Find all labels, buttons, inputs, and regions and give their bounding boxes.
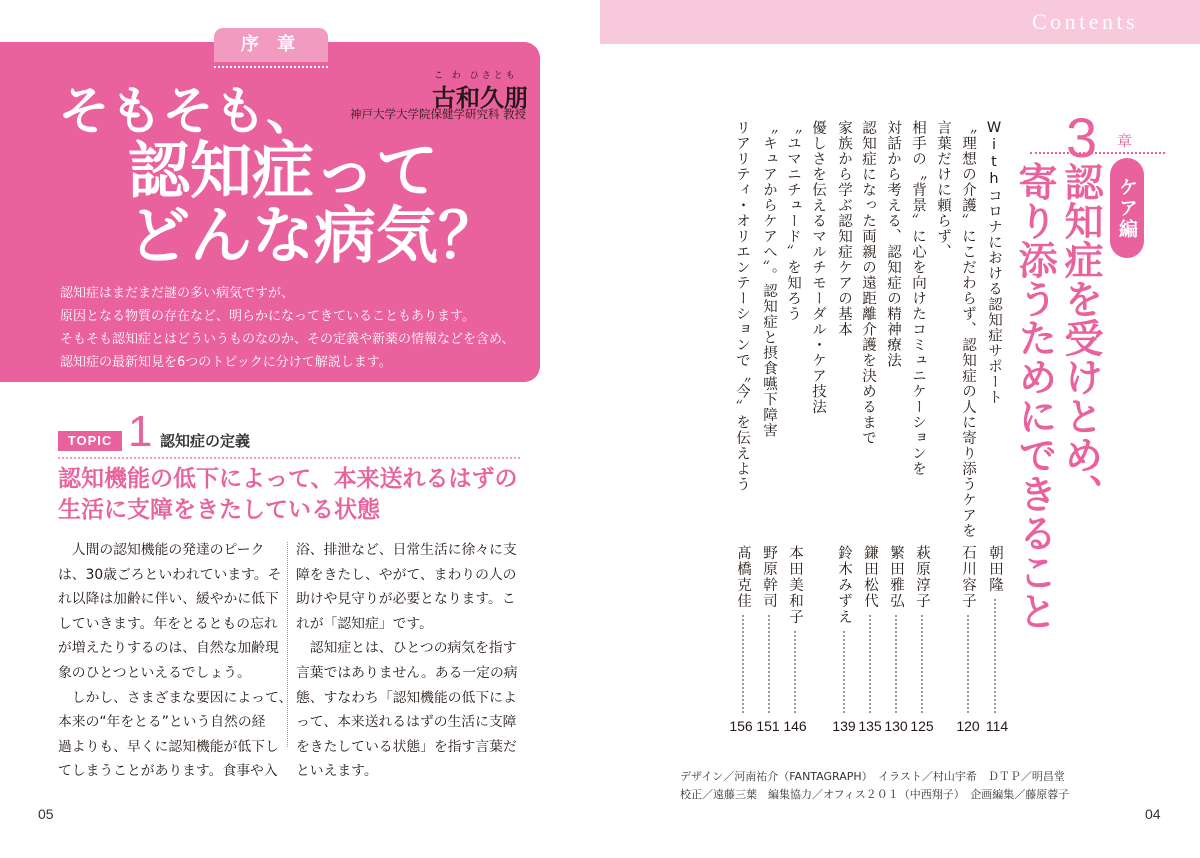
toc-entry-author bbox=[786, 545, 804, 713]
author-affiliation: 神戸大学大学院保健学研究科 教授 bbox=[350, 107, 527, 121]
body-line: といえます。 bbox=[296, 763, 378, 780]
toc-page-number: 146 bbox=[783, 718, 807, 734]
page-number-left: 05 bbox=[38, 806, 54, 822]
body-line: 人間の認知機能の発達のピーク bbox=[58, 542, 265, 558]
body-line: てしまうことがあります。食事や入 bbox=[58, 763, 278, 780]
intro-line: 認知症の最新知見を6つのトピックに分けて解説します。 bbox=[60, 355, 392, 370]
body-column-1 bbox=[58, 538, 293, 784]
chapter-intro-text bbox=[60, 282, 530, 374]
body-line: 認知症とは、ひとつの病気を指す bbox=[296, 640, 517, 657]
toc-entry-title: 認知症になった両親の遠距離介護を決めるまで bbox=[860, 120, 876, 446]
dot-leader bbox=[768, 615, 770, 713]
body-line: していきます。年をとるともの忘れ bbox=[58, 615, 278, 632]
chapter-divider bbox=[1030, 152, 1165, 154]
toc-entry-author bbox=[734, 545, 752, 713]
toc-entry-title: 家族から学ぶ認知症ケアの基本 bbox=[836, 120, 852, 337]
author-name: 髙橋克佳 bbox=[735, 545, 751, 609]
page-number-right: 04 bbox=[1145, 806, 1161, 822]
toc-entry-title: Withコロナにおける認知症サポート bbox=[986, 120, 1002, 405]
body-line: 象のひとつといえるでしょう。 bbox=[58, 664, 251, 681]
author-name: 石川容子 bbox=[960, 545, 976, 609]
toc-entry-title: リアリティ・オリエンテーションで〝今〟を伝えよう bbox=[734, 120, 750, 492]
toc-entry-title: 〝キュアからケアへ〟。認知症と摂食嚥下障害 bbox=[761, 120, 777, 439]
dot-leader bbox=[869, 615, 871, 713]
topic-divider bbox=[58, 457, 520, 459]
toc-entry-title: 〝理想の介護〟にこだわらず、認知症の人に寄り添うケアを bbox=[960, 120, 976, 539]
chapter-title-line-2: 認知症って bbox=[128, 134, 439, 207]
toc-page-number: 151 bbox=[756, 718, 780, 734]
body-line: が増えたりするのは、自然な加齢現 bbox=[58, 640, 279, 657]
chapter-title-line-1: そもそも、 bbox=[58, 82, 319, 142]
section-badge: ケア編 bbox=[1110, 158, 1144, 258]
toc-entry-author bbox=[913, 545, 931, 713]
toc-entry-author bbox=[986, 545, 1004, 713]
toc-entry-author bbox=[835, 545, 853, 713]
intro-line: 原因となる物質の存在など、明らかになってきていることもあります。 bbox=[60, 309, 475, 324]
body-line: 過よりも、早くに認知機能が低下し bbox=[58, 738, 279, 755]
body-line: は、30歳ごろといわれています。そ bbox=[58, 566, 282, 583]
author-furigana: こ わ ひさとも bbox=[434, 71, 518, 81]
chapter-heading-line-1: 認知症を受けとめ、 bbox=[1058, 162, 1103, 513]
dot-leader bbox=[742, 615, 744, 713]
toc-entry-title: 優しさを伝えるマルチモーダル・ケア技法 bbox=[810, 120, 826, 415]
author-name: 朝田隆 bbox=[987, 545, 1003, 593]
toc-page-number: 130 bbox=[884, 718, 908, 734]
topic-badge: TOPIC bbox=[58, 431, 122, 451]
dot-leader bbox=[843, 631, 845, 713]
chapter-title-line-3: どんな病気？ bbox=[128, 199, 501, 272]
topic-number: 1 bbox=[128, 407, 153, 456]
toc-page-number: 120 bbox=[956, 718, 980, 734]
dot-leader bbox=[994, 599, 996, 713]
author-name: 古和久朋 bbox=[432, 84, 528, 112]
chapter-number: 3 bbox=[1066, 106, 1098, 169]
author-name: 鈴木みずえ bbox=[836, 545, 852, 625]
body-line: 本来の“年をとる”という自然の経 bbox=[58, 714, 266, 731]
headline-line: 生活に支障をきたしている状態 bbox=[58, 497, 380, 523]
chapter-heading-line-2: 寄り添うためにできること bbox=[1012, 162, 1057, 630]
author-name: 本田美和子 bbox=[787, 545, 803, 625]
author-name: 繁田雅弘 bbox=[888, 545, 904, 609]
body-line: 助けや見守りが必要となります。こ bbox=[296, 591, 516, 608]
dot-leader bbox=[921, 615, 923, 713]
body-line: って、本来送れるはずの生活に支障 bbox=[296, 714, 517, 731]
toc-entry-title: 相手の〝背景〟に心を向けたコミュニケーションを bbox=[910, 120, 926, 477]
toc-entry-author bbox=[887, 545, 905, 713]
column-divider bbox=[287, 542, 288, 747]
toc-page-number: 135 bbox=[858, 718, 882, 734]
author-name: 鎌田松代 bbox=[862, 545, 878, 609]
body-line: 言葉ではありません。ある一定の病 bbox=[296, 664, 518, 681]
body-line: れが「認知症」です。 bbox=[296, 615, 433, 632]
credits-line: 校正／遠藤三葉 編集協力／オフィス２０１（中西翔子） 企画編集／藤原蓉子 bbox=[680, 788, 1070, 801]
toc-page-number: 139 bbox=[832, 718, 856, 734]
body-line: しかし、さまざまな要因によって、 bbox=[58, 689, 293, 706]
author-name: 野原幹司 bbox=[761, 545, 777, 609]
toc-page-number: 114 bbox=[985, 718, 1009, 734]
contents-header-title: Contents bbox=[1032, 9, 1139, 34]
dot-leader bbox=[794, 631, 796, 713]
body-line: をきたしている状態」を指す言葉だ bbox=[296, 738, 517, 755]
credits bbox=[680, 768, 1069, 804]
body-line: れ以降は加齢に伴い、緩やかに低下 bbox=[58, 591, 279, 608]
topic-label: 認知症の定義 bbox=[160, 432, 251, 450]
toc-entry-author bbox=[760, 545, 778, 713]
dot-leader bbox=[895, 615, 897, 713]
toc-entry-title: 対話から考える、認知症の精神療法 bbox=[885, 120, 901, 368]
headline-line: 認知機能の低下によって、本来送れるはずの bbox=[58, 466, 518, 492]
author-name: 萩原淳子 bbox=[914, 545, 930, 609]
toc-entry-author bbox=[861, 545, 879, 713]
chapter-tab-divider bbox=[214, 66, 328, 68]
body-line: 障をきたし、やがて、まわりの人の bbox=[296, 566, 517, 583]
intro-line: 認知症はまだまだ謎の多い病気ですが、 bbox=[60, 286, 295, 301]
toc-page-number: 156 bbox=[729, 718, 753, 734]
toc-page-number: 125 bbox=[910, 718, 934, 734]
topic-headline bbox=[58, 464, 528, 526]
dot-leader bbox=[967, 615, 969, 713]
toc-entry-title: 言葉だけに頼らず、 bbox=[935, 120, 951, 260]
body-column-2 bbox=[296, 538, 522, 784]
chapter-suffix: 章 bbox=[1117, 132, 1133, 150]
body-line: 浴、排泄など、日常生活に徐々に支 bbox=[296, 542, 517, 558]
body-line: 態、すなわち「認知機能の低下によ bbox=[296, 689, 517, 706]
toc-entry-title: 〝ユマニチュード〟を知ろう bbox=[785, 120, 801, 322]
toc-entry-author bbox=[959, 545, 977, 713]
chapter-tab: 序 章 bbox=[214, 28, 328, 62]
intro-line: そもそも認知症とはどういうものなのか、その定義や新薬の情報などを含め、 bbox=[60, 332, 515, 347]
credits-line: デザイン／河南祐介（FANTAGRAPH） イラスト／村山宇希 ＤＴＰ／明昌堂 bbox=[680, 770, 1065, 783]
